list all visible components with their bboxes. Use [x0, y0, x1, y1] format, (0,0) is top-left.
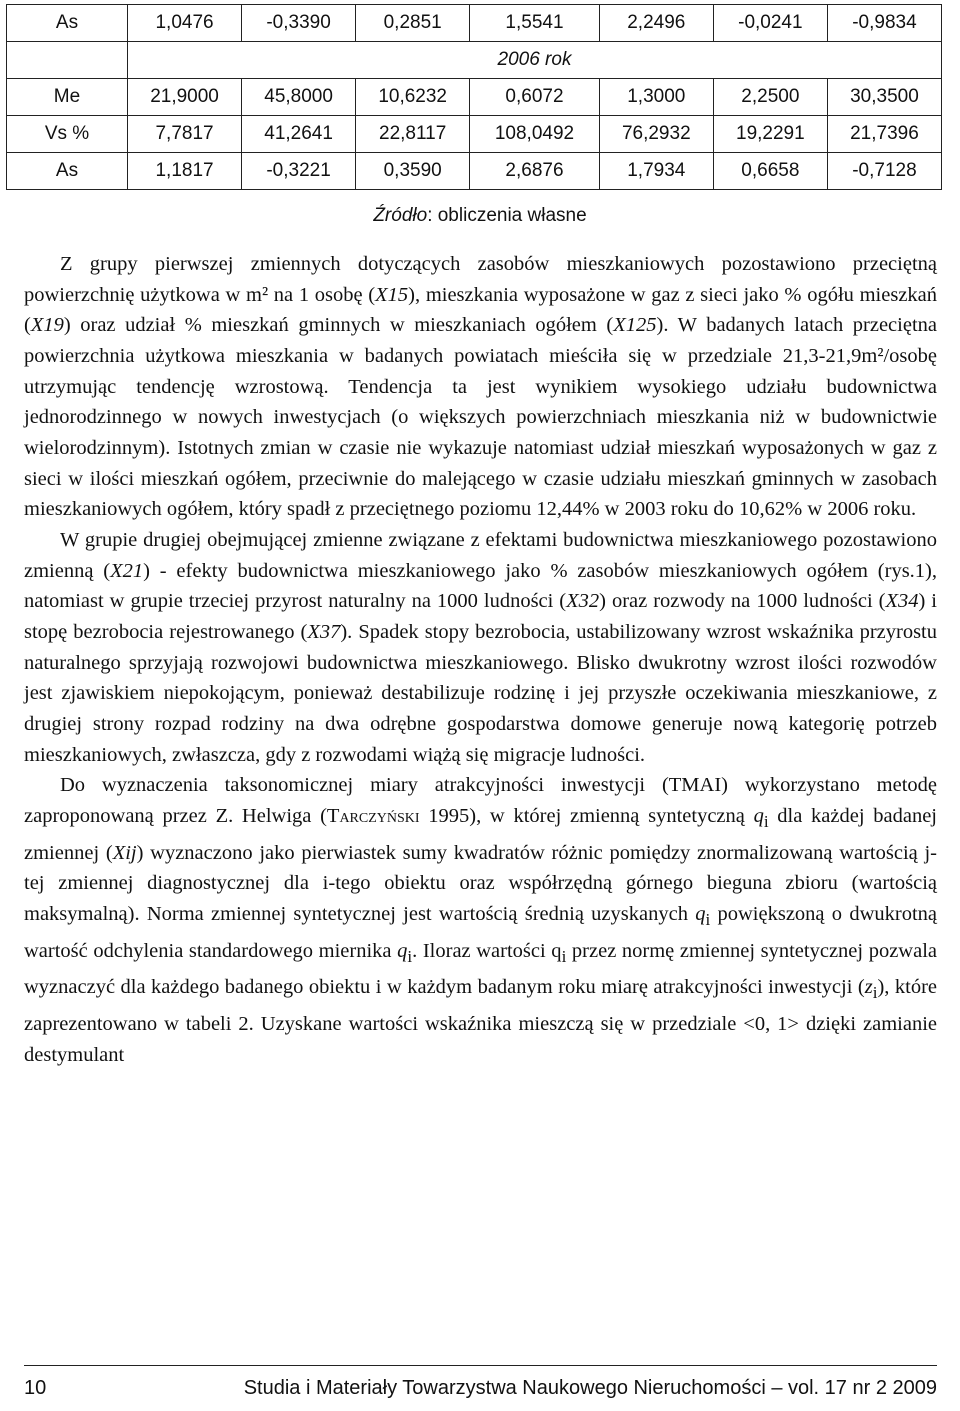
table-cell: 0,6072 — [470, 79, 600, 116]
row-label: As — [7, 153, 128, 190]
table-cell: 21,9000 — [128, 79, 242, 116]
table-cell: 1,7934 — [599, 153, 713, 190]
table-cell: 22,8117 — [356, 116, 470, 153]
subscript: i — [763, 811, 769, 831]
table-cell: 41,2641 — [242, 116, 356, 153]
table-cell: -0,9834 — [827, 5, 941, 42]
table-cell: 1,1817 — [128, 153, 242, 190]
variable-name: q — [753, 804, 764, 827]
variable-name: X15 — [375, 283, 409, 306]
table-cell: 45,8000 — [242, 79, 356, 116]
table-cell: -0,0241 — [713, 5, 827, 42]
text-run: Do wyznaczenia taksonomicznej miary atrakcyjności inwestycji (TMAI) wykorzystano metodę zaproponowaną przez Z. Helwiga ( — [24, 774, 937, 827]
text-run: ) oraz rozwody na 1000 ludności ( — [599, 590, 886, 613]
subscript: i — [561, 946, 567, 966]
text-run: ) wyznaczono jako pierwiastek sumy kwadratów różnic pomiędzy znormalizowaną wartością j-tej zmiennej diagnostycznej dla i-tego obiektu oraz współrzędną górnego bieguna zbioru (wartością maksymalną). Norma zmiennej syntetycznej jest wartością średnią uzyskanych — [24, 841, 937, 925]
variable-name: X125 — [613, 314, 657, 337]
table-cell: 1,5541 — [470, 5, 600, 42]
variable-name: X37 — [307, 620, 341, 643]
table-cell: 19,2291 — [713, 116, 827, 153]
year-heading-row — [7, 42, 942, 79]
variable-name: q — [695, 902, 706, 925]
paragraph-2 — [24, 525, 937, 770]
variable-name: X34 — [885, 590, 919, 613]
variable-name: X32 — [566, 590, 600, 613]
text-run: 1995), w której zmienną syntetyczną — [419, 804, 754, 827]
text-run: ), które zaprezentowano w tabeli 2. Uzyskane wartości wskaźnika mieszczą się w przedziale <0, 1> dzięki zamianie destymulant — [24, 976, 937, 1066]
text-run: ). Spadek stopy bezrobocia, ustabilizowany wzrost wskaźnika przyrostu naturalnego sprzyjają rozwojowi budownictwa mieszkaniowego. Blisko dwukrotny wzrost ilości rozwodów jest zjawiskiem niepokojącym, ponieważ destabilizuje rodzinę i jej przyszłe oczekiwania mieszkaniowe, z drugiej strony rozpad rodziny na dwa odrębne gospodarstwa domowe generuje nową kategorię potrzeb mieszkaniowych, zwłaszcza, gdy z rozwodami wiążą się migracje ludności. — [24, 620, 937, 766]
text-run: . Iloraz wartości q — [412, 939, 562, 962]
table-cell: -0,3221 — [242, 153, 356, 190]
table-cell: 1,0476 — [128, 5, 242, 42]
table-row — [7, 5, 942, 42]
table-cell: 30,3500 — [827, 79, 941, 116]
text-run: W grupie drugiej obejmującej zmienne związane z efektami budownictwa mieszkaniowego pozostawiono zmienną ( — [24, 528, 937, 582]
variable-name: X19 — [30, 314, 64, 337]
table-cell: 0,2851 — [356, 5, 470, 42]
table-cell: 21,7396 — [827, 116, 941, 153]
table-row — [7, 153, 942, 190]
source-note — [0, 205, 960, 227]
table-cell: -0,7128 — [827, 153, 941, 190]
table-cell: 0,6658 — [713, 153, 827, 190]
table-cell: 1,3000 — [599, 79, 713, 116]
table-cell: 7,7817 — [128, 116, 242, 153]
variable-name: Xij — [112, 841, 137, 864]
table-cell: 2,2500 — [713, 79, 827, 116]
text-run: ) oraz udział % mieszkań gminnych w mieszkaniach ogółem ( — [63, 314, 614, 337]
table-cell: 76,2932 — [599, 116, 713, 153]
subscript: i — [872, 983, 878, 1003]
variable-name: z — [864, 976, 873, 999]
paragraph-1 — [24, 249, 937, 525]
table-cell: 10,6232 — [356, 79, 470, 116]
statistics-table — [6, 4, 942, 190]
source-text: : obliczenia własne — [427, 205, 587, 226]
table-cell: 108,0492 — [470, 116, 600, 153]
text-run: ), mieszkania wyposażone w gaz z sieci jako % ogółu mieszkań ( — [24, 283, 938, 337]
text-run: przez normę zmiennej syntetycznej pozwala wyznaczyć dla każdego badanego obiektu i w każdym badanym roku miarę atrakcyjności inwestycji ( — [24, 939, 938, 999]
variable-name: q — [397, 939, 408, 962]
table-cell: 2,2496 — [599, 5, 713, 42]
body-text — [24, 249, 937, 1070]
page-number: 10 — [24, 1377, 47, 1399]
variable-name: X21 — [110, 559, 144, 582]
row-label: Vs % — [7, 116, 128, 153]
text-run: Z grupy pierwszej zmiennych dotyczących zasobów mieszkaniowych pozostawiono przeciętną powierzchnię użytkowa w m² na 1 osobę ( — [24, 253, 937, 306]
text-run: ) - efekty budownictwa mieszkaniowego jako % zasobów mieszkaniowych ogółem (rys.1), natomiast w grupie trzeciej przyrost naturalny na 1000 ludności ( — [24, 559, 937, 613]
subscript: i — [407, 946, 413, 966]
text-run: dla każdej badanej zmiennej ( — [24, 804, 938, 864]
source-label: Źródło — [373, 205, 428, 226]
text-run: ). W badanych latach przeciętna powierzchnia użytkowa mieszkania w badanych powiatach mieściła się w przedziale 21,3-21,9m²/osobę utrzymując tendencję wzrostową. Tendencja ta jest wynikiem wysokiego udziału budownictwa jednorodzinnego w nowych inwestycjach (o większych powierzchniach mieszkania niż w budownictwie wielorodzinnym). Istotnych zmian w czasie nie wykazuje natomiast udział mieszkań wyposażonych w gaz z sieci w ilości mieszkań ogółem, przeciwnie do malejącego w czasie udziału mieszkań gminnych w zasobach mieszkaniowych ogółem, który spadł z przeciętnego poziomu 12,44% w 2003 roku do 10,62% w 2006 roku. — [24, 314, 937, 521]
footer-rule — [24, 1365, 937, 1366]
text-run: ) i stopę bezrobocia rejestrowanego ( — [24, 590, 937, 643]
text-run: powiększoną o dwukrotną wartość odchylenia standardowego miernika — [24, 902, 937, 962]
empty-cell — [7, 42, 128, 79]
paragraph-3 — [24, 770, 937, 1070]
row-label: Me — [7, 79, 128, 116]
table-cell: -0,3390 — [242, 5, 356, 42]
journal-title: Studia i Materiały Towarzystwa Naukowego Nieruchomości – vol. 17 nr 2 2009 — [243, 1377, 937, 1399]
author-citation: Tarczyński — [326, 804, 420, 827]
row-label: As — [7, 5, 128, 42]
table-cell: 0,3590 — [356, 153, 470, 190]
page-footer — [24, 1377, 937, 1405]
subscript: i — [705, 909, 711, 929]
year-heading: 2006 rok — [128, 42, 942, 79]
table-row — [7, 116, 942, 153]
table-row — [7, 79, 942, 116]
table-cell: 2,6876 — [470, 153, 600, 190]
